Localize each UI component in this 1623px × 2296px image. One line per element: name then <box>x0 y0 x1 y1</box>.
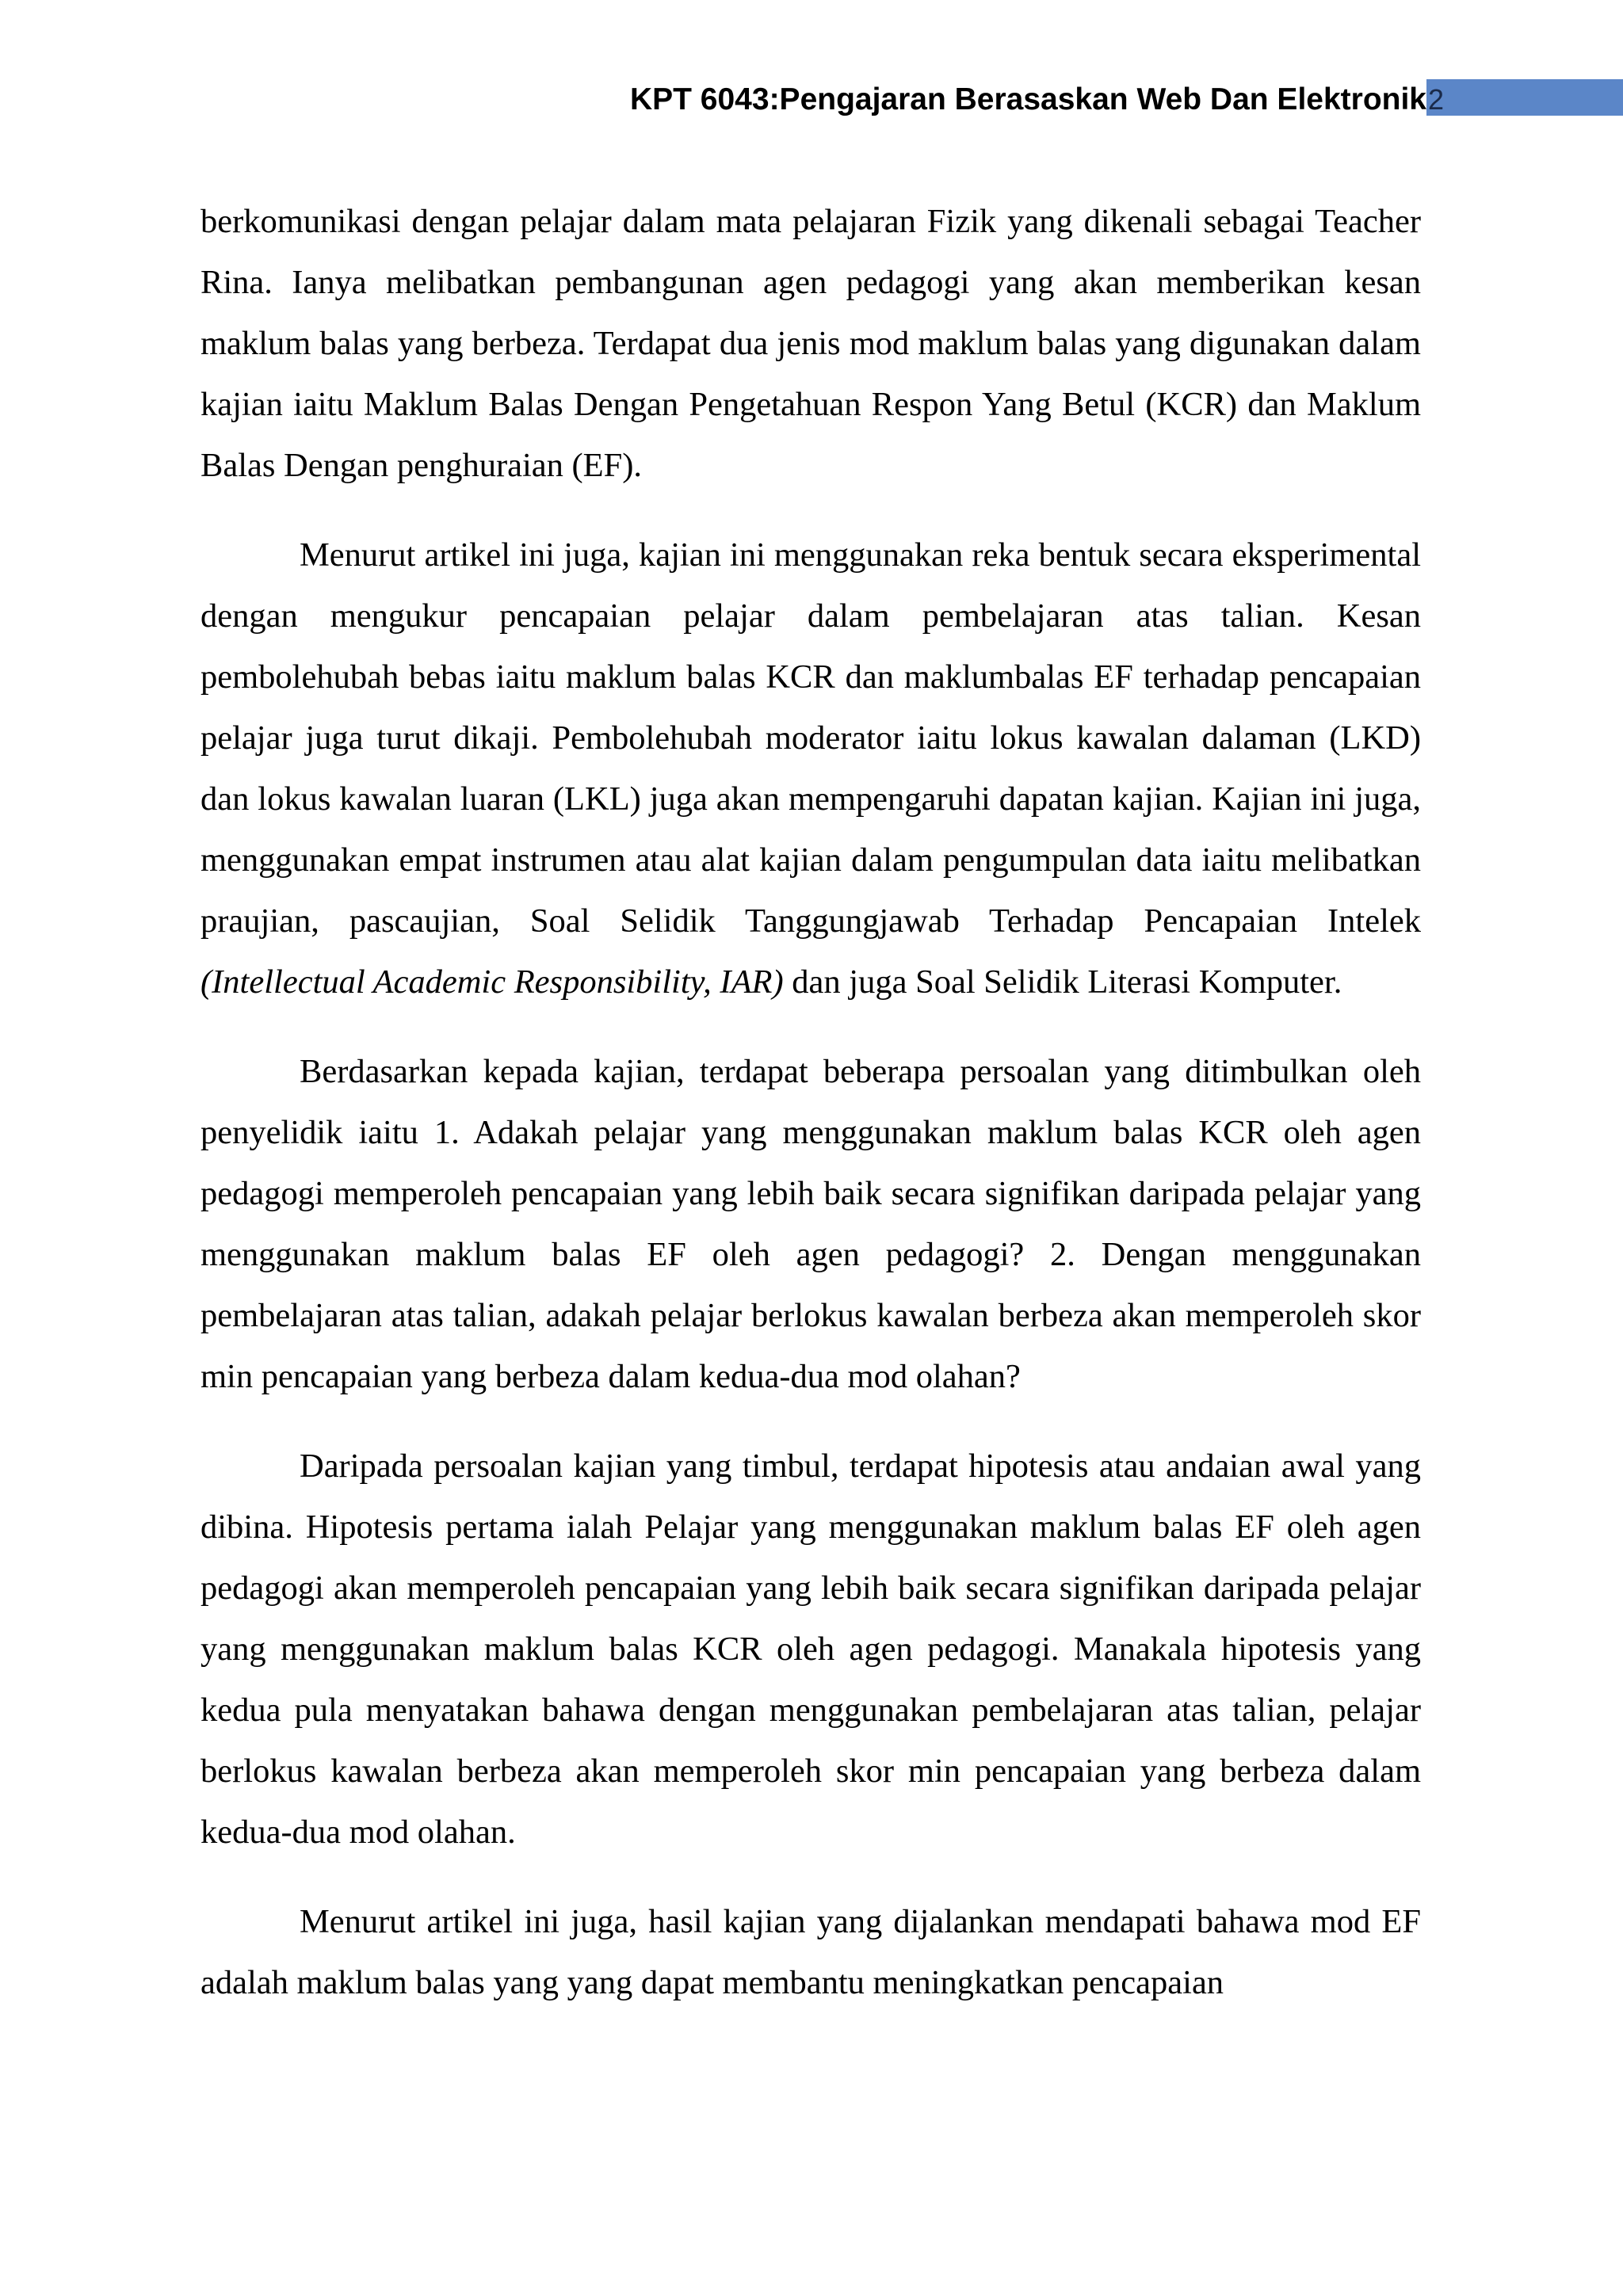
paragraph-2 <box>200 524 1421 1013</box>
paragraph-5: Menurut artikel ini juga, hasil kajian yang dijalankan mendapati bahawa mod EF adalah maklum balas yang yang dapat membantu meningkatkan pencapaian <box>200 1903 1421 2001</box>
paragraph-3: Berdasarkan kepada kajian, terdapat beberapa persoalan yang ditimbulkan oleh penyelidik iaitu 1. Adakah pelajar yang menggunakan maklum balas KCR oleh agen pedagogi memperoleh pencapaian yang lebih baik secara signifikan daripada pelajar yang menggunakan maklum balas EF oleh agen pedagogi? 2. Dengan menggunakan pembelajaran atas talian, adakah pelajar berlokus kawalan berbeza akan memperoleh skor min pencapaian yang berbeza dalam kedua-dua mod olahan? <box>200 1053 1421 1395</box>
header-accent-bar <box>1426 79 1623 116</box>
paragraph-1: berkomunikasi dengan pelajar dalam mata pelajaran Fizik yang dikenali sebagai Teacher Rina. Ianya melibatkan pembangunan agen pedagogi yang akan memberikan kesan maklum balas yang berbeza. Terdapat dua jenis mod maklum balas yang digunakan dalam kajian iaitu Maklum Balas Dengan Pengetahuan Respon Yang Betul (KCR) dan Maklum Balas Dengan penghuraian (EF). <box>200 203 1421 484</box>
paragraph-2-text-before: Menurut artikel ini juga, kajian ini menggunakan reka bentuk secara eksperimental dengan mengukur pencapaian pelajar dalam pembelajaran atas talian. Kesan pembolehubah bebas iaitu maklum balas KCR dan maklumbalas EF terhadap pencapaian pelajar juga turut dikaji. Pembolehubah moderator iaitu lokus kawalan dalaman (LKD) dan lokus kawalan luaran (LKL) juga akan mempengaruhi dapatan kajian. Kajian ini juga, menggunakan empat instrumen atau alat kajian dalam pengumpulan data iaitu melibatkan praujian, pascaujian, Soal Selidik Tanggungjawab Terhadap Pencapaian Intelek <box>200 536 1421 940</box>
header-title: KPT 6043:Pengajaran Berasaskan Web Dan Elektronik <box>629 82 1426 116</box>
paragraph-4: Daripada persoalan kajian yang timbul, terdapat hipotesis atau andaian awal yang dibina. Hipotesis pertama ialah Pelajar yang menggunakan maklum balas EF oleh agen pedagogi akan memperoleh pencapaian yang lebih baik secara signifikan daripada pelajar yang menggunakan maklum balas KCR oleh agen pedagogi. Manakala hipotesis yang kedua pula menyatakan bahawa dengan menggunakan pembelajaran atas talian, pelajar berlokus kawalan berbeza akan memperoleh skor min pencapaian yang berbeza dalam kedua-dua mod olahan. <box>200 1447 1421 1851</box>
page-number: 2 <box>1428 83 1445 116</box>
paragraph-2-italic-text: (Intellectual Academic Responsibility, IAR) <box>200 963 784 1001</box>
body-text <box>200 191 1421 2042</box>
paragraph-2-text-after: dan juga Soal Selidik Literasi Komputer. <box>783 963 1342 1001</box>
